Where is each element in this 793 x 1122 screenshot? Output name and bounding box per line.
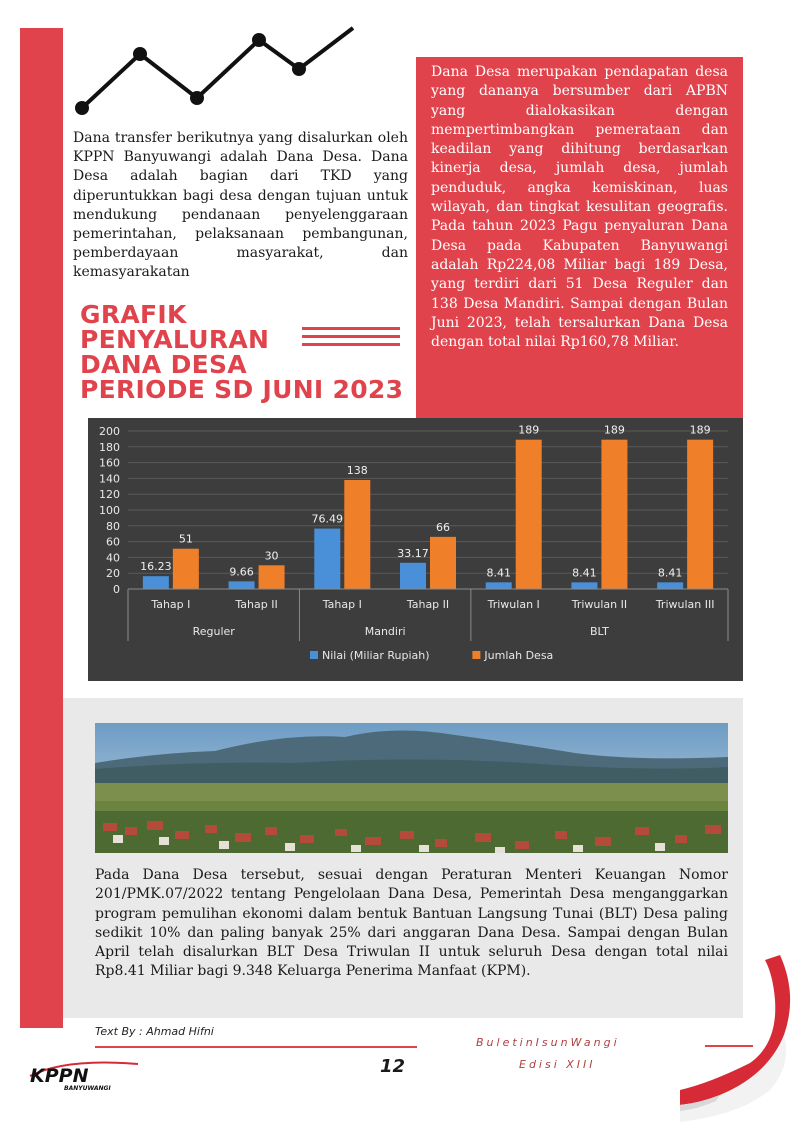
y-tick-label: 160 — [99, 456, 120, 470]
data-label: 30 — [264, 549, 279, 563]
bar-jumlah-desa — [687, 440, 713, 589]
bar-jumlah-desa — [259, 565, 285, 589]
group-label: BLT — [589, 625, 609, 638]
bar-nilai — [143, 576, 169, 589]
x-tick-label: Tahap I — [151, 598, 191, 611]
logo-sub-text: BANYUWANGI — [64, 1085, 111, 1092]
bar-nilai — [314, 529, 340, 589]
bar-jumlah-desa — [601, 440, 627, 589]
bar-jumlah-desa — [430, 537, 456, 589]
data-label: 8.41 — [486, 566, 511, 580]
chart-heading-line-4: PERIODE SD JUNI 2023 — [80, 375, 404, 404]
legend-label: Nilai (Miliar Rupiah) — [322, 649, 430, 662]
bar-nilai — [657, 582, 683, 589]
x-tick-label: Tahap II — [406, 598, 450, 611]
bar-jumlah-desa — [173, 549, 199, 589]
heading-decorative-lines — [302, 327, 400, 353]
dana-desa-info-box: Dana Desa merupakan pendapatan desa yang dananya bersumber dari APBN yang dialokasikan dengan mempertimbangkan pemerataan dan keadilan yang dihitung berdasarkan kinerja desa, jumlah desa, jumlah penduduk, angka kemiskinan, luas wilayah, dan tingkat kesulitan geografis. Pada tahun 2023 Pagu penyaluran Dana Desa pada Kabupaten Banyuwangi adalah Rp224,08 Miliar bagi 189 Desa, yang terdiri dari 51 Desa Reguler dan 138 Desa Mandiri. Sampai dengan Bulan Juni 2023, telah tersalurkan Dana Desa dengan total nilai Rp160,78 Miliar. — [416, 57, 743, 418]
author-credit: Text By : Ahmad Hifni — [95, 1025, 214, 1038]
indonesian-flag-ribbon — [680, 955, 793, 1122]
data-label: 66 — [436, 520, 450, 534]
bar-nilai — [229, 581, 255, 589]
data-label: 8.41 — [572, 566, 597, 580]
group-label: Reguler — [192, 625, 235, 638]
data-label: 189 — [603, 423, 625, 437]
y-tick-label: 80 — [106, 519, 120, 533]
bar-nilai — [486, 582, 512, 589]
bar-jumlah-desa — [344, 480, 370, 589]
y-tick-label: 200 — [99, 425, 120, 438]
data-label: 51 — [178, 532, 193, 546]
bar-nilai — [400, 563, 426, 589]
data-label: 138 — [346, 463, 368, 477]
intro-paragraph: Dana transfer berikutnya yang disalurkan oleh KPPN Banyuwangi adalah Dana Desa. Dana Desa adalah bagian dari TKD yang diperuntukkan bagi desa dengan tujuan untuk mendukung pendanaan penyelenggaraan pemerintahan, pelaksanaan pembangunan, pemberdayaan masyarakat, dan kemasyarakatan — [73, 130, 408, 281]
x-tick-label: Triwulan III — [655, 598, 715, 611]
footer-divider-left — [95, 1046, 417, 1048]
logo-main-text: KPPN — [30, 1065, 89, 1087]
decorative-trend-line — [70, 26, 360, 126]
y-tick-label: 120 — [99, 488, 120, 502]
data-label: 189 — [689, 423, 711, 437]
y-tick-label: 40 — [106, 551, 120, 565]
kppn-logo — [26, 1058, 146, 1092]
y-tick-label: 100 — [99, 504, 120, 517]
y-tick-label: 140 — [99, 472, 120, 486]
data-label: 76.49 — [311, 512, 344, 526]
x-tick-label: Triwulan II — [571, 598, 628, 611]
chart-svg — [88, 418, 743, 681]
data-label: 9.66 — [229, 565, 254, 579]
legend-label: Jumlah Desa — [484, 649, 554, 662]
data-label: 33.17 — [397, 546, 429, 560]
edition-label: Edisi XIII — [519, 1058, 596, 1071]
y-tick-label: 60 — [106, 535, 120, 549]
left-red-strip — [20, 28, 63, 1028]
x-tick-label: Tahap II — [235, 598, 278, 611]
dana-desa-bar-chart — [88, 418, 743, 681]
bar-nilai — [571, 582, 597, 589]
blt-paragraph: Pada Dana Desa tersebut, sesuai dengan Peraturan Menteri Keuangan Nomor 201/PMK.07/2022 tentang Pengelolaan Dana Desa, Pemerintah Desa menganggarkan program pemulihan ekonomi dalam bentuk Bantuan Langsung Tunai (BLT) Desa paling sedikit 10% dan paling banyak 25% dari anggaran Dana Desa. Sampai dengan Bulan April telah disalurkan BLT Desa Triwulan II untuk seluruh Desa dengan total nilai Rp8.41 Miliar bagi 9.348 Keluarga Penerima Manfaat (KPM). — [95, 867, 728, 980]
data-label: 189 — [518, 423, 540, 437]
legend-swatch — [472, 651, 480, 659]
y-tick-label: 0 — [113, 583, 120, 596]
bulletin-name: BuletinIsunWangi — [476, 1036, 620, 1049]
chart-heading-line-2: PENYALURAN — [80, 325, 270, 354]
y-tick-label: 20 — [106, 567, 120, 581]
x-tick-label: Triwulan I — [487, 598, 540, 611]
x-tick-label: Tahap I — [322, 598, 362, 611]
bar-jumlah-desa — [516, 440, 542, 589]
y-tick-label: 180 — [99, 440, 120, 454]
chart-heading-line-1: GRAFIK — [80, 300, 187, 329]
village-landscape-photo — [95, 723, 728, 853]
group-label: Mandiri — [364, 625, 406, 638]
page-number: 12 — [380, 1056, 406, 1077]
legend-swatch — [310, 651, 318, 659]
data-label: 8.41 — [657, 566, 683, 580]
data-label: 16.23 — [140, 560, 172, 574]
chart-heading-line-3: DANA DESA — [80, 350, 247, 379]
